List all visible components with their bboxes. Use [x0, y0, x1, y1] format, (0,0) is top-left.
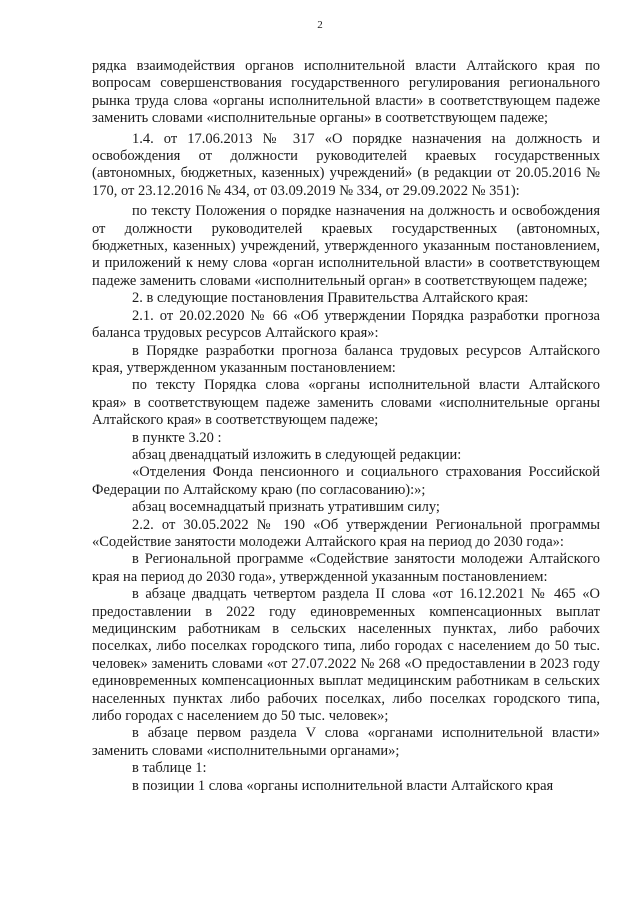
paragraph-5: 2.1. от 20.02.2020 № 66 «Об утверждении Порядка разработки прогноза баланса трудовых ресурсов Алтайского края»: — [92, 307, 600, 342]
document-body — [92, 58, 600, 795]
paragraph-14: в абзаце двадцать четвертом раздела II слова «от 16.12.2021 № 465 «О предоставлении в 2022 году единовременных компенсационных выплат медицинским работникам в сельских населенных пунктах, либо рабочих поселках, либо поселках городского типа, либо городах с населением до 50 тыс. человек» заменить словами «от 27.07.2022 № 268 «О предоставлении в 2023 году единовременных компенсационных выплат медицинским работникам в сельских населенных пунктах либо рабочих поселках, либо поселках городского типа, либо городах с населением до 50 тыс. человек»; — [92, 586, 600, 725]
paragraph-12: 2.2. от 30.05.2022 № 190 «Об утверждении Региональной программы «Содействие занятости молодежи Алтайского края на период до 2030 года»: — [92, 516, 600, 550]
paragraph-8: в пункте 3.20 : — [132, 429, 222, 446]
paragraph-2: 1.4. от 17.06.2013 № 317 «О порядке назначения на должность и освобождения от должности руководителей краевых государственных (автономных, бюджетных, казенных) учреждений» (в редакции от 20.05.2016 № 170, от 23.12.2016 № 434, от 03.09.2019 № 334, от 29.09.2022 № 351): — [92, 130, 600, 199]
paragraph-13: в Региональной программе «Содействие занятости молодежи Алтайского края на период до 2030 года», утвержденной указанным постановлением: — [92, 551, 600, 585]
paragraph-7: по тексту Порядка слова «органы исполнительной власти Алтайского края» в соответствующем падеже заменить словами «исполнительные органы Алтайского края» в соответствующем падеже; — [92, 377, 600, 429]
paragraph-17: в позиции 1 слова «органы исполнительной власти Алтайского края — [132, 777, 554, 794]
paragraph-16: в таблице 1: — [132, 760, 207, 777]
paragraph-10: «Отделения Фонда пенсионного и социального страхования Российской Федерации по Алтайскому краю (по согласованию):»; — [92, 464, 600, 498]
paragraph-3: по тексту Положения о порядке назначения на должность и освобождения от должности руководителей краевых государственных (автономных, бюджетных, казенных) учреждений, утвержденного указанным постановлением, и приложений к нему слова «орган исполнительной власти» в соответствующем падеже заменить словами «исполнительный орган» в соответствующем падеже; — [92, 203, 600, 289]
paragraph-9: абзац двенадцатый изложить в следующей редакции: — [132, 446, 462, 463]
paragraph-11: абзац восемнадцатый признать утратившим силу; — [132, 499, 440, 516]
paragraph-4: 2. в следующие постановления Правительства Алтайского края: — [132, 290, 529, 307]
page-number: 2 — [317, 19, 323, 31]
paragraph-6: в Порядке разработки прогноза баланса трудовых ресурсов Алтайского края, утвержденном указанным постановлением: — [92, 342, 600, 376]
paragraph-1: рядка взаимодействия органов исполнительной власти Алтайского края по вопросам совершенствования государственного регулирования регионального рынка труда слова «органы исполнительной власти» в соответствующем падеже заменить словами «исполнительные органы» в соответствующем падеже; — [92, 58, 600, 127]
paragraph-15: в абзаце первом раздела V слова «органами исполнительной власти» заменить словами «исполнительными органами»; — [92, 725, 600, 759]
